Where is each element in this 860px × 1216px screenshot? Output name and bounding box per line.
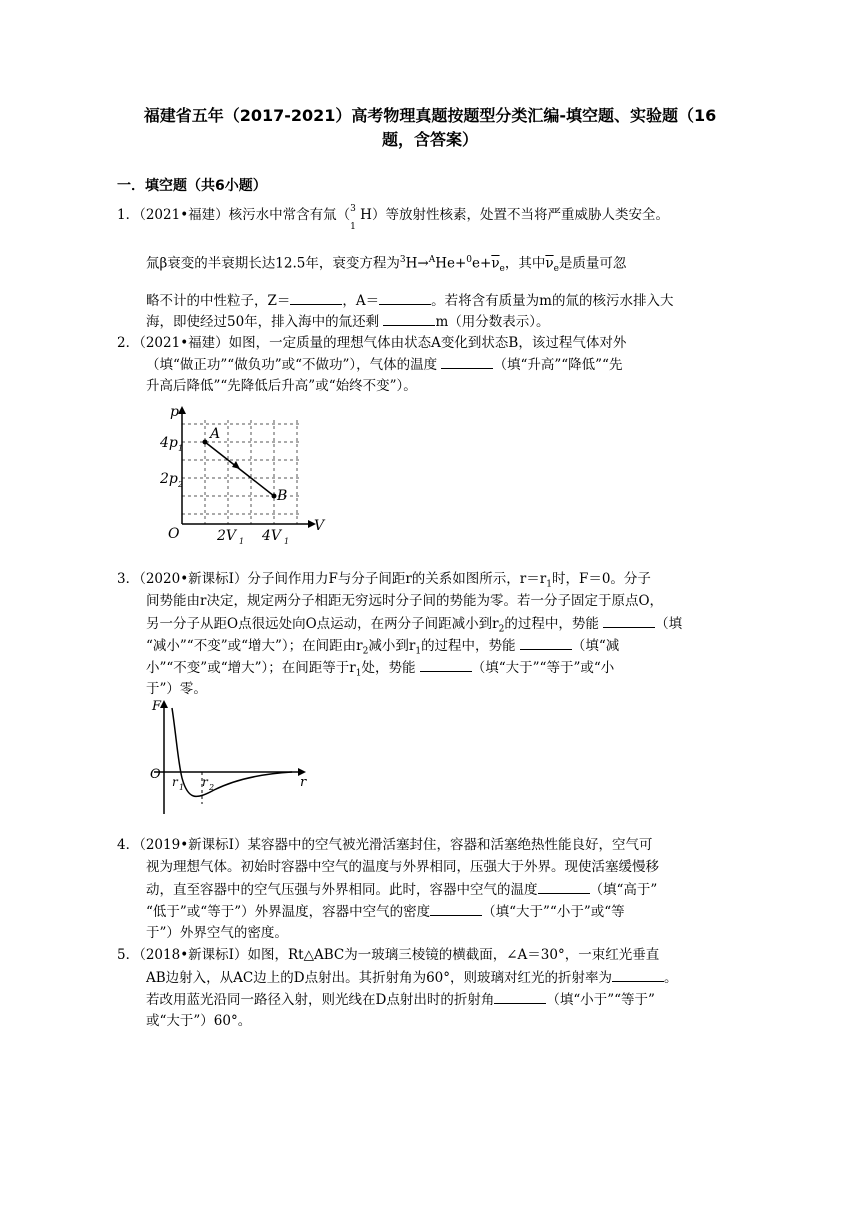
- q4-text-c: “低于”或“等于”）外界温度，容器中空气的密度: [146, 904, 431, 920]
- y-tick-4p1-sub: 1: [178, 444, 184, 453]
- q3-text-c: 另一分子从距O点很远处向O点运动，在两分子间距减小到r: [146, 616, 499, 632]
- r2-label: r: [202, 775, 208, 789]
- v-label: V: [314, 518, 325, 534]
- blank-z[interactable]: [290, 290, 342, 305]
- q5-text-b: 。: [664, 970, 678, 986]
- force-curve: [172, 708, 292, 796]
- q3-line-1: 3．（2020•新课标Ⅰ）分子间作用力F与分子间距r的关系如图所示，$r=r_1$时，F＝0。分子: [117, 571, 651, 590]
- q2-line-3: 升高后降低”“先降低后升高”或“始终不变”）。: [146, 378, 417, 394]
- q5-line-1: 5．（2018•新课标Ⅰ）如图，Rt△ABC为一玻璃三棱镜的横截面，∠A＝30°，一束红光垂直: [117, 947, 660, 963]
- q1-z-label: 略不计的中性粒子，Z＝: [146, 293, 291, 309]
- q3-line-3: 另一分子从距O点很远处向O点运动，在两分子间距减小到$r_2$的过程中，势能 （填: [146, 613, 682, 640]
- blank-air-temperature[interactable]: [538, 879, 590, 894]
- q3-text-a: 3．（2020•新课标Ⅰ）分子间作用力F与分子间距r的关系如图所示，r＝r: [117, 571, 547, 587]
- q3-line-5: 小”“不变”或“增大”）；在间距等于$r_1$处，势能 （填“大于”“等于”或“小: [146, 657, 614, 684]
- q3-line-4: “减小”“不变”或“增大”）；在间距由$r_2$减小到$r_1$的过程中，势能 （填“减: [146, 635, 619, 662]
- blank-temperature[interactable]: [441, 354, 493, 369]
- q3-text-g: 减小到r: [368, 638, 416, 654]
- q1-text-e: 海，即使经过50年，排入海中的氚还剩: [146, 314, 384, 330]
- q1-antineutrino: $\overline{\nu}$: [491, 255, 500, 272]
- y-tick-4p1: 4p: [160, 435, 178, 451]
- state-a-point: [203, 440, 208, 445]
- q4-line-1: 4．（2019•新课标Ⅰ）某容器中的空气被光滑活塞封住，容器和活塞绝热性能良好，空气可: [117, 837, 653, 853]
- point-a-label: A: [210, 426, 221, 442]
- title-line-2: 题，含答案）: [381, 130, 478, 149]
- r2-sub: 2: [209, 783, 215, 792]
- q4-line-4: [146, 901, 625, 922]
- title-line-1: 福建省五年（2017-2021）高考物理真题按题型分类汇编-填空题、实验题（16: [143, 106, 717, 125]
- q3-text-i: （填“减: [571, 638, 620, 654]
- q3-text-l: （填“大于”“等于”或“小: [471, 660, 615, 676]
- blank-potential-3[interactable]: [420, 657, 472, 672]
- q4-line-2: 视为理想气体。初始时容器中空气的温度与外界相同，压强大于外界。现使活塞缓慢移: [146, 859, 659, 875]
- q3-text-b: 时，F＝0。分子: [551, 571, 651, 587]
- q5-text-c: 若改用蓝光沿同一路径入射，则光线在D点射出时的折射角: [146, 992, 495, 1008]
- q1-h-arrow: H→: [405, 255, 429, 272]
- q5-text-a: AB边射入，从AC边上的D点射出。其折射角为60°，则玻璃对红光的折射率为: [146, 970, 612, 986]
- q1-a-label: ，A＝: [342, 293, 380, 309]
- q3-line-2: 间势能由r决定，规定两分子相距无穷远时分子间的势能为零。若一分子固定于原点O，: [146, 593, 664, 609]
- q2-line-2: [146, 354, 622, 375]
- blank-potential-1[interactable]: [603, 613, 655, 628]
- q1-e: e+: [472, 255, 492, 272]
- document-title: [110, 104, 750, 152]
- q3-text-k: 处，势能: [361, 660, 420, 676]
- q1-antineutrino-2: $\overline{\nu}$: [545, 255, 554, 272]
- tritium-notation: 3 1: [350, 204, 356, 232]
- q1-he: He+: [435, 255, 467, 272]
- q1-line-2: 氚β衰变的半衰期长达12.5年，衰变方程为$^3H\to^AHe+^0e+\overline{\nu}_e$，其中$\overline{\nu}_e$是质量可忽: [146, 255, 627, 275]
- x-tick-4v1: 4V: [262, 528, 282, 544]
- p-label: p: [170, 404, 179, 420]
- q2-text-b: （填“升高”“降低”“先: [493, 357, 623, 373]
- section-heading: 一．填空题（共6小题）: [117, 178, 267, 194]
- q3-text-f: “减小”“不变”或“增大”）；在间距由r: [146, 638, 363, 654]
- q5-line-2: [146, 967, 678, 988]
- q5-line-4: 或“大于”）60°。: [146, 1013, 252, 1029]
- r1-label: r: [172, 775, 178, 789]
- q1-qizhong: ，其中: [504, 255, 546, 272]
- q4-text-d: （填“大于”“小于”或“等: [482, 904, 625, 920]
- y-tick-2p2: 2p: [160, 471, 178, 487]
- q5-line-3: [146, 989, 655, 1010]
- q1-decay-text: 氚β衰变的半衰期长达12.5年，衰变方程为: [146, 255, 400, 272]
- blank-a[interactable]: [379, 290, 431, 305]
- q4-text-a: 动，直至容器中的空气压强与外界相同。此时，容器中空气的温度: [146, 882, 538, 898]
- q2-text-a: （填“做正功”“做负功”或“不做功”），气体的温度: [146, 357, 442, 373]
- blank-remaining[interactable]: [383, 311, 435, 326]
- q2-line-1: 2．（2021•福建）如图，一定质量的理想气体由状态A变化到状态B，该过程气体对外: [117, 335, 627, 351]
- y-tick-2p2-sub: 2: [178, 480, 184, 489]
- x-tick-2v1: 2V: [217, 528, 237, 544]
- x-tick-2v1-sub: 1: [239, 537, 245, 546]
- blank-refractive-index[interactable]: [612, 967, 664, 982]
- f-label: F: [152, 699, 162, 714]
- blank-air-density[interactable]: [430, 901, 482, 916]
- q1-text-c: 是质量可忽: [558, 255, 627, 272]
- q1-line-1: [117, 204, 669, 232]
- q4-line-5: 于”）外界空气的密度。: [146, 925, 288, 941]
- q3-text-h: 的过程中，势能: [421, 638, 520, 654]
- q1-line-3: [146, 290, 673, 311]
- process-line: [205, 442, 274, 496]
- q1-text-f: m（用分数表示）。: [435, 314, 550, 330]
- r-label: r: [300, 775, 307, 790]
- point-b-label: B: [277, 488, 288, 504]
- q1-line-4: [146, 311, 550, 332]
- q4-text-b: （填“高于”: [589, 882, 658, 898]
- q3-text-j: 小”“不变”或“增大”）；在间距等于r: [146, 660, 356, 676]
- q3-text-e: （填: [655, 616, 683, 632]
- force-distance-graph: [150, 696, 320, 820]
- q3-line-6: 于”）零。: [146, 681, 207, 697]
- q1-text-d: 。若将含有质量为m的氚的核污水排入大: [431, 293, 674, 309]
- q4-line-3: [146, 879, 657, 900]
- q5-text-d: （填“小于”“等于”: [546, 992, 655, 1008]
- origin-o-label: O: [150, 767, 161, 782]
- pv-grid: [182, 420, 300, 524]
- blank-refraction-angle[interactable]: [494, 989, 546, 1004]
- blank-potential-2[interactable]: [520, 635, 572, 650]
- q1-text-a: 1．（2021•福建）核污水中常含有氚（: [117, 207, 351, 223]
- origin-label: O: [168, 526, 180, 542]
- r1-sub: 1: [179, 783, 185, 792]
- q1-text-b: H）等放射性核素，处置不当将严重威胁人类安全。: [360, 207, 669, 223]
- q3-text-d: 的过程中，势能: [504, 616, 604, 632]
- pv-diagram: [160, 402, 330, 550]
- state-b-point: [272, 494, 277, 499]
- x-tick-4v1-sub: 1: [284, 537, 290, 546]
